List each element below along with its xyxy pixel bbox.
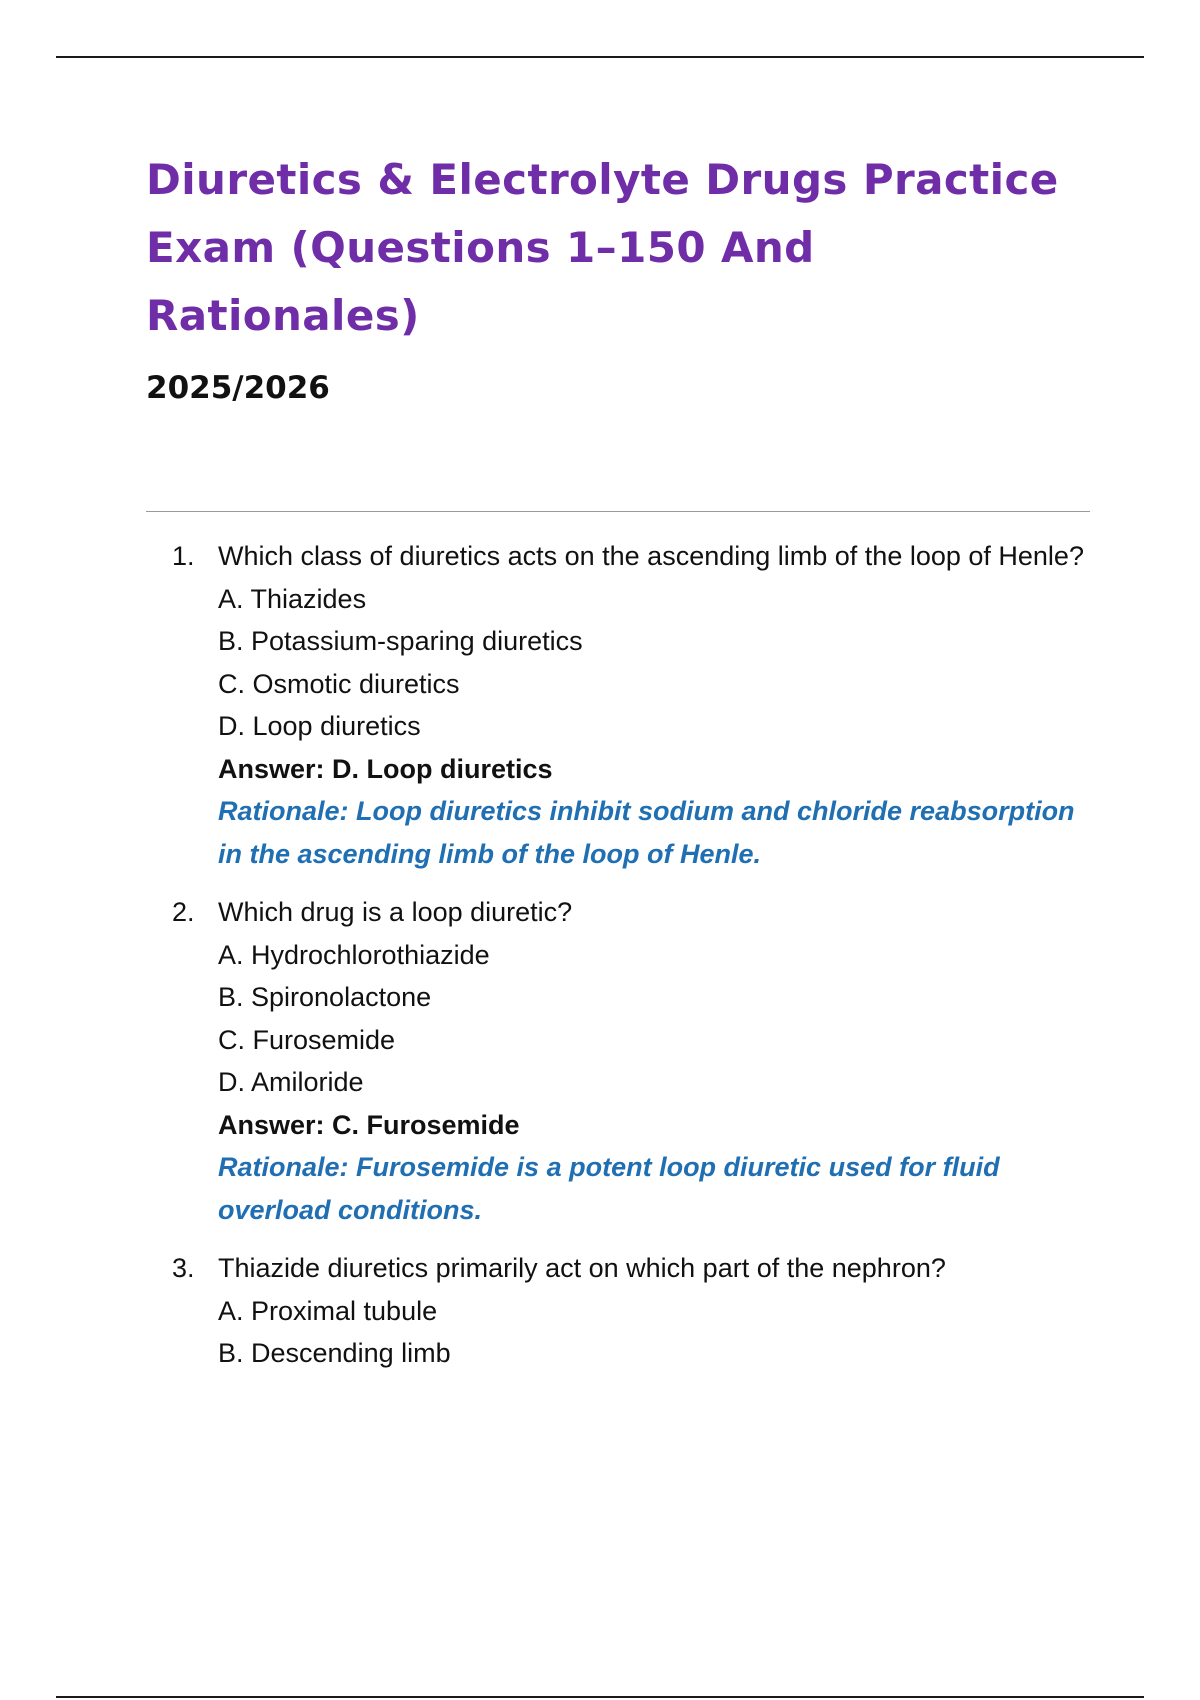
question-list — [172, 535, 1092, 1391]
question-item-1 — [172, 535, 1092, 875]
option-a: A. Thiazides — [218, 583, 367, 614]
question-item-2 — [172, 891, 1092, 1231]
document-year: 2025/2026 — [146, 370, 330, 406]
option-a: A. Hydrochlorothiazide — [218, 939, 490, 970]
option-d: D. Amiloride — [218, 1067, 364, 1097]
question-text: Which drug is a loop diuretic? — [218, 897, 573, 927]
question-number: 1. — [172, 541, 195, 571]
option-b: B. Spironolactone — [218, 982, 432, 1012]
answer-line: Answer: D. Loop diuretics — [218, 753, 553, 784]
bottom-rule — [56, 1696, 1144, 1698]
option-d: D. Loop diuretics — [218, 711, 421, 741]
option-a: A. Proximal tubule — [218, 1295, 438, 1326]
option-b: B. Descending limb — [218, 1338, 451, 1368]
document-title: Diuretics & Electrolyte Drugs Practice Exam (Questions 1–150 And Rationales) — [146, 155, 1059, 340]
question-text: Thiazide diuretics primarily act on which part of the nephron? — [218, 1253, 946, 1283]
option-c: C. Furosemide — [218, 1024, 396, 1055]
section-divider — [146, 511, 1090, 512]
question-item-3 — [172, 1247, 1092, 1375]
question-number: 3. — [172, 1253, 195, 1283]
answer-line: Answer: C. Furosemide — [218, 1109, 520, 1140]
rationale-text: Rationale: Furosemide is a potent loop diuretic used for fluid overload conditions. — [218, 1152, 1000, 1225]
rationale-text: Rationale: Loop diuretics inhibit sodium and chloride reabsorption in the ascending limb of the loop of Henle. — [218, 796, 1075, 869]
option-b: B. Potassium-sparing diuretics — [218, 626, 583, 656]
top-rule — [56, 56, 1144, 58]
question-number: 2. — [172, 897, 195, 927]
option-c: C. Osmotic diuretics — [218, 668, 460, 699]
question-text: Which class of diuretics acts on the ascending limb of the loop of Henle? — [218, 541, 1084, 571]
